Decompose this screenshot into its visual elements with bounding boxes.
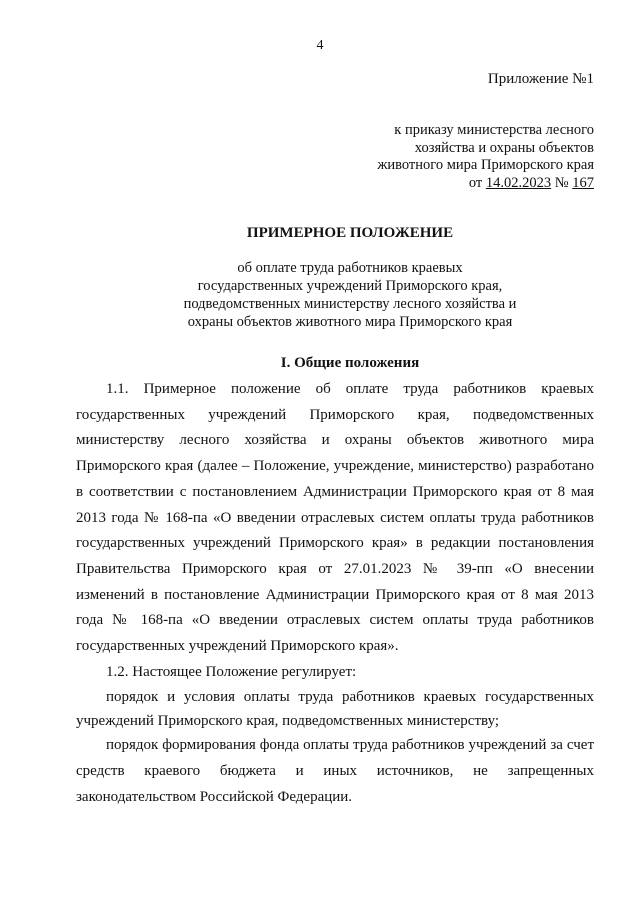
- section-heading: I. Общие положения: [280, 355, 420, 371]
- paragraph-1-1: 1.1. Примерное положение об оплате труда работников краевых государственных учреждений Приморского края, подведомственных министерству лесного хозяйства и охраны объектов животного мира Приморского края (далее – Положение, учреждение, министерство) разработано в соответствии с постановлением Администрации Приморского края от 8 мая 2013 года № 168-па «О введении отраслевых систем оплаты труда работников государственных учреждений Приморского края» в редакции постановления Правительства Приморского края от 27.01.2023 № 39-пп «О внесении изменений в постановление Администрации Приморского края от 8 мая 2013 года № 168-па «О введении отраслевых систем оплаты труда работников государственных учреждений Приморского края».: [76, 381, 594, 655]
- paragraph-1-2: 1.2. Настоящее Положение регулирует:: [106, 663, 357, 680]
- order-reference: [274, 122, 594, 192]
- subtitle-line: об оплате труда работников краевых: [237, 260, 463, 276]
- order-number: 167: [572, 174, 594, 191]
- section-body: [76, 377, 594, 811]
- subtitle-line: охраны объектов животного мира Приморского края: [187, 314, 513, 330]
- order-number-sign: №: [554, 174, 569, 191]
- order-line-1: к приказу министерства лесного: [394, 122, 594, 138]
- order-line-3: животного мира Приморского края: [377, 157, 594, 173]
- page-number: 4: [316, 38, 324, 53]
- order-date: 14.02.2023: [485, 174, 552, 191]
- paragraph-item-2: порядок формирования фонда оплаты труда работников учреждений за счет средств краевого бюджета и иных источников, не запрещенных законодательством Российской Федерации.: [76, 737, 594, 805]
- order-date-prefix: от: [468, 174, 483, 191]
- document-title: ПРИМЕРНОЕ ПОЛОЖЕНИЕ: [246, 225, 454, 241]
- order-line-2: хозяйства и охраны объектов: [414, 139, 594, 156]
- order-date-line: [274, 175, 594, 193]
- appendix-title: Приложение №1: [487, 71, 594, 87]
- paragraph-item-1: порядок и условия оплаты труда работников краевых государственных учреждений Приморского края, подведомственных министерству;: [76, 689, 594, 730]
- subtitle-line: государственных учреждений Приморского края,: [197, 278, 503, 294]
- document-subtitle: [0, 259, 640, 331]
- subtitle-line: подведомственных министерству лесного хозяйства и: [183, 296, 517, 312]
